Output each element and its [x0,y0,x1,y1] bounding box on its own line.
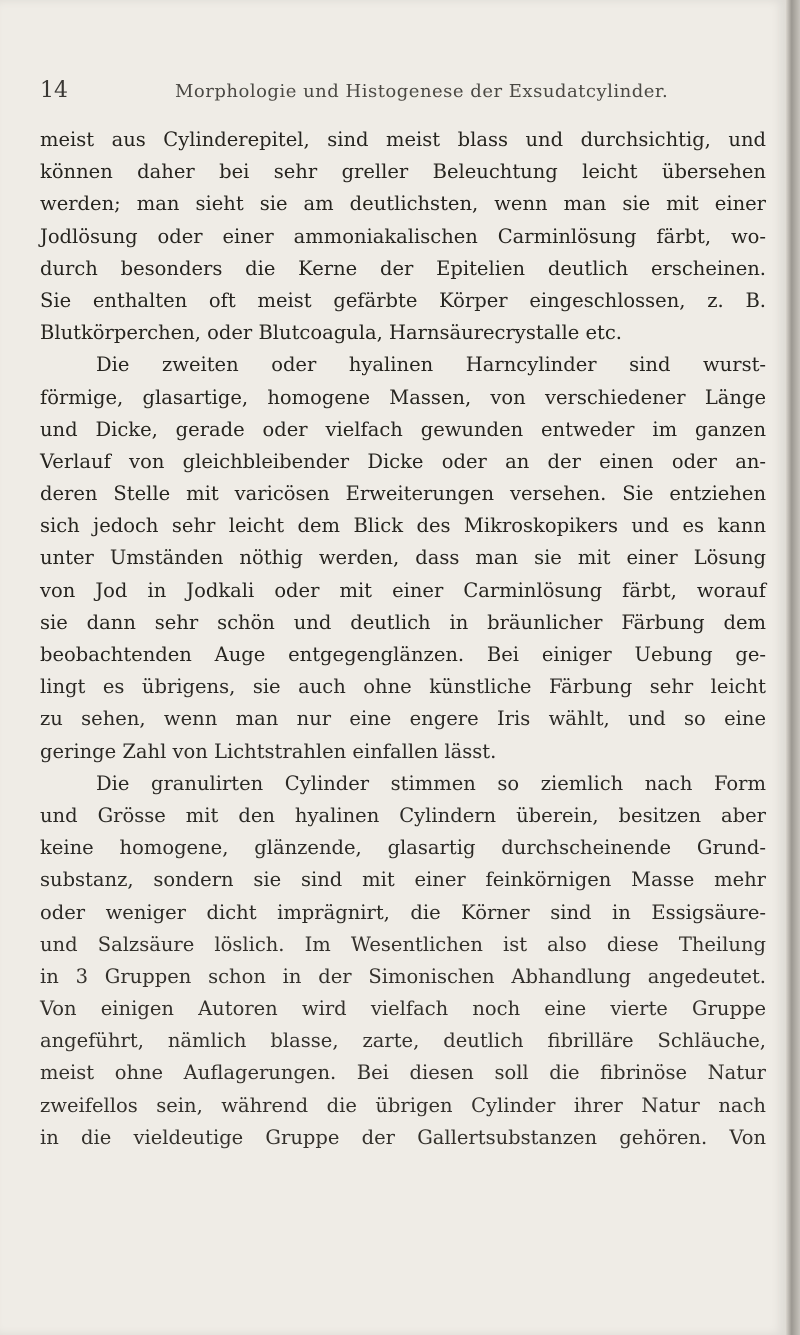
text-line: können daher bei sehr greller Beleuchtung leicht übersehen [40,160,766,184]
text-line: und Grösse mit den hyalinen Cylindern überein, besitzen aber [40,803,766,827]
text-line: Die zweiten oder hyalinen Harncylinder sind wurst- [96,353,766,377]
running-title: Morphologie und Histogenese der Exsudatcylinder. [175,81,669,102]
body-text [40,124,766,1154]
text-line: Sie enthalten oft meist gefärbte Körper eingeschlossen, z. B. [40,288,766,312]
text-line: zu sehen, wenn man nur eine engere Iris wählt, und so eine [40,707,766,731]
text-line: unter Umständen nöthig werden, dass man sie mit einer Lösung [40,546,766,570]
text-line: werden; man sieht sie am deutlichsten, wenn man sie mit einer [40,192,766,216]
text-line: sich jedoch sehr leicht dem Blick des Mikroskopikers und es kann [40,514,766,538]
text-line: von Jod in Jodkali oder mit einer Carminlösung färbt, worauf [40,578,766,602]
text-line: oder weniger dicht imprägnirt, die Körner sind in Essigsäure- [40,900,766,924]
text-line: geringe Zahl von Lichtstrahlen einfallen lässt. [40,739,497,763]
text-line: lingt es übrigens, sie auch ohne künstliche Färbung sehr leicht [40,675,766,699]
page-header [40,78,760,108]
text-line: substanz, sondern sie sind mit einer feinkörnigen Masse mehr [40,868,766,892]
text-line: förmige, glasartige, homogene Massen, von verschiedener Länge [40,385,766,409]
text-line: zweifellos sein, während die übrigen Cylinder ihrer Natur nach [40,1093,766,1117]
page-edge [786,0,800,1335]
text-line: deren Stelle mit varicösen Erweiterungen versehen. Sie entziehen [40,482,766,506]
text-line: in 3 Gruppen schon in der Simonischen Abhandlung angedeutet. [40,964,766,988]
text-line: Von einigen Autoren wird vielfach noch eine vierte Gruppe [40,997,766,1021]
text-line: sie dann sehr schön und deutlich in bräunlicher Färbung dem [40,610,766,634]
text-line: und Dicke, gerade oder vielfach gewunden entweder im ganzen [40,417,766,441]
text-line: Die granulirten Cylinder stimmen so ziemlich nach Form [96,771,766,795]
text-line: durch besonders die Kerne der Epitelien deutlich erscheinen. [40,256,766,280]
text-line: meist ohne Auflagerungen. Bei diesen soll die fibrinöse Natur [40,1061,766,1085]
text-line: meist aus Cylinderepitel, sind meist blass und durchsichtig, und [40,128,766,151]
text-line: beobachtenden Auge entgegenglänzen. Bei einiger Uebung ge- [40,643,766,666]
text-line: Blutkörperchen, oder Blutcoagula, Harnsäurecrystalle etc. [40,321,622,345]
text-line: in die vieldeutige Gruppe der Gallertsubstanzen gehören. Von [40,1125,766,1149]
text-line: Jodlösung oder einer ammoniakalischen Carminlösung färbt, wo- [40,224,766,248]
text-line: und Salzsäure löslich. Im Wesentlichen ist also diese Theilung [40,932,766,956]
text-line: angeführt, nämlich blasse, zarte, deutlich fibrilläre Schläuche, [40,1029,766,1053]
page-number: 14 [40,78,68,103]
text-line: keine homogene, glänzende, glasartig durchscheinende Grund- [40,836,766,860]
text-line: Verlauf von gleichbleibender Dicke oder an der einen oder an- [40,449,766,473]
